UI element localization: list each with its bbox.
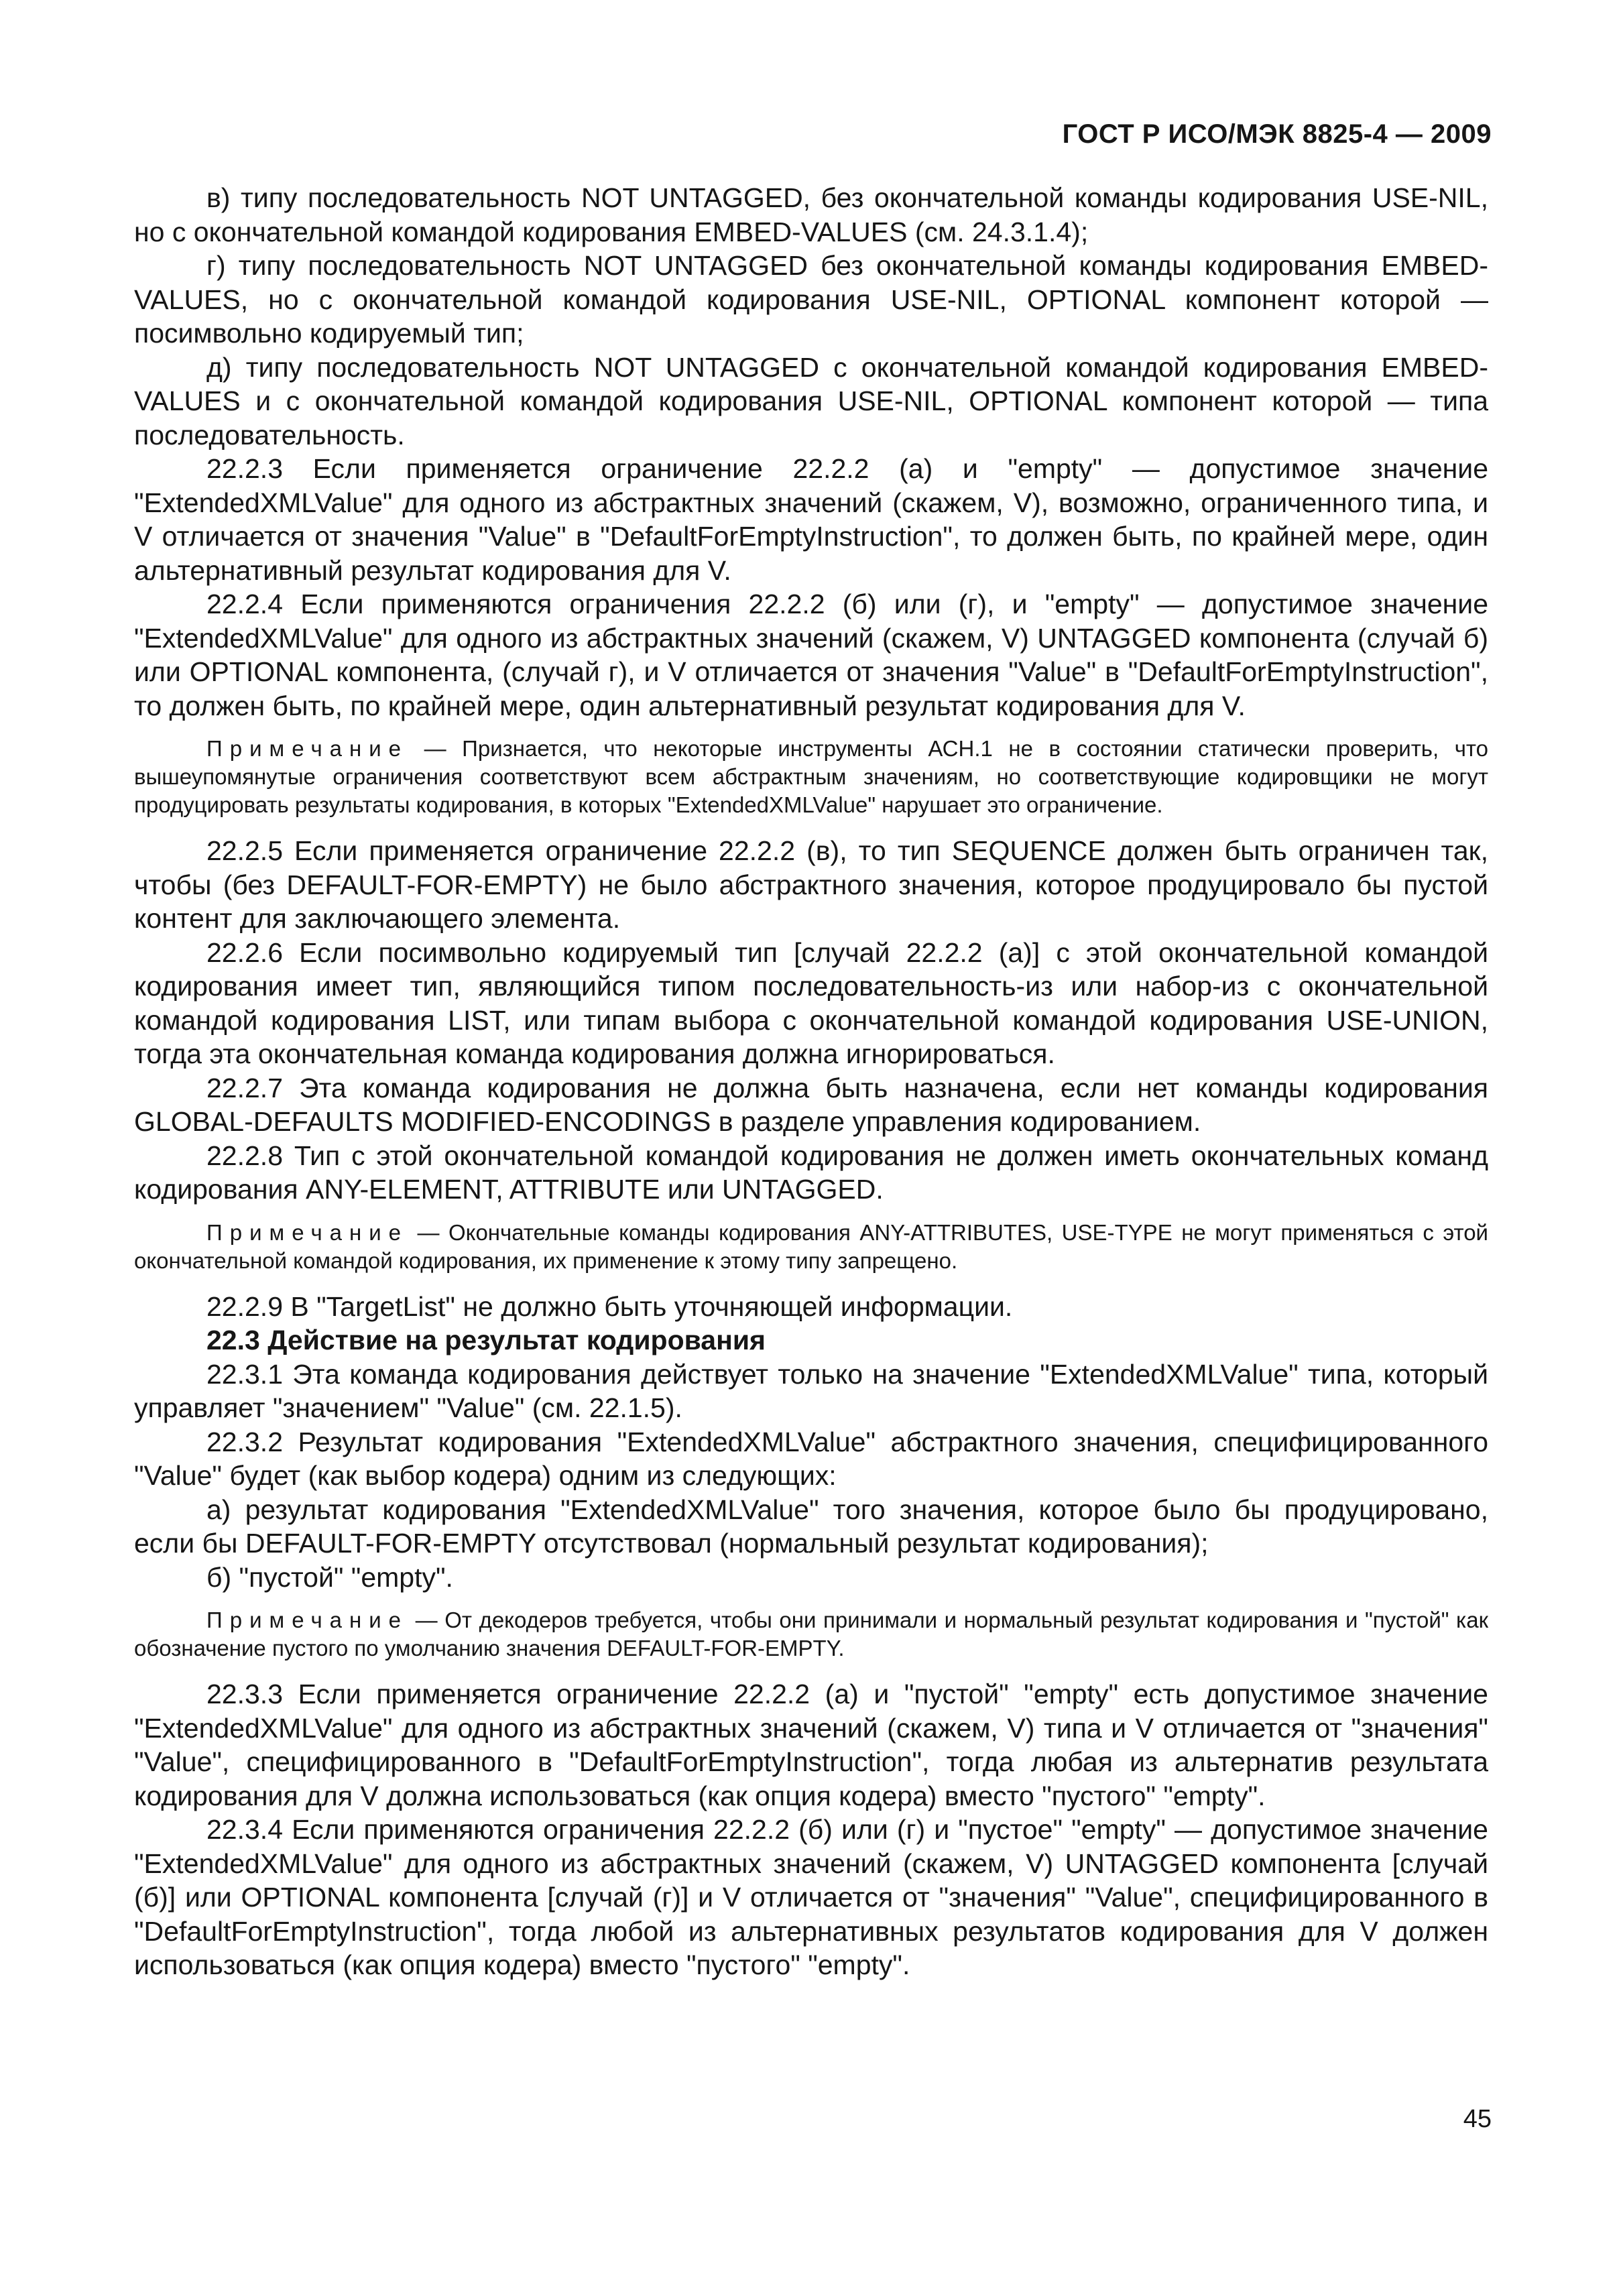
list-item-g: г) типу последовательность NOT UNTAGGED без окончательной команды кодирования EMBED-VALUES, но с окончательной командой кодирования USE-NIL, OPTIONAL компонент которой — посимвольно кодируемый тип; (134, 250, 1488, 349)
section-heading-22-3: 22.3 Действие на результат кодирования (206, 1325, 766, 1355)
clause-22-2-9: 22.2.9 В "TargetList" не должно быть уточняющей информации. (206, 1290, 1013, 1322)
clause-22-2-4: 22.2.4 Если применяются ограничения 22.2.2 (б) или (г), и "empty" — допустимое значение "ExtendedXMLValue" для одного из абстрактных значений (скажем, V) UNTAGGED компонента (случай б) или OPTIONAL компонента, (случай г), и V отличается от значения "Value" в "DefaultForEmptyInstruction", то должен быть, по крайней мере, один альтернативный результат кодирования для V. (134, 589, 1488, 721)
list-item-a: а) результат кодирования "ExtendedXMLValue" того значения, которое было бы продуцировано, если бы DEFAULT-FOR-EMPTY отсутствовал (нормальный результат кодирования); (134, 1494, 1488, 1559)
note-label: Примечание (206, 1608, 409, 1632)
list-item-v: в) типу последовательность NOT UNTAGGED, без окончательной команды кодирования USE-NIL, но с окончательной командой кодирования EMBED-VALUES (см. 24.3.1.4); (134, 182, 1488, 247)
note-2 (134, 1219, 1488, 1275)
document-body (134, 181, 1488, 1982)
note-label: Примечание (206, 736, 409, 761)
note-3 (134, 1606, 1488, 1663)
note-text: — Признается, что некоторые инструменты АСН.1 не в состоянии статически проверить, что вышеупомянутые ограничения соответствуют всем абстрактным значениям, но соответствующие кодировщики не могут продуцировать результаты кодирования, в которых "ExtendedXMLValue" нарушает это ограничение. (134, 736, 1489, 817)
list-item-d: д) типу последовательность NOT UNTAGGED с окончательной командой кодирования EMBED-VALUES и с окончательной командой кодирования USE-NIL, OPTIONAL компонент которой — типа последовательность. (134, 351, 1488, 450)
list-item-b: б) "пустой" "empty". (206, 1561, 453, 1593)
clause-22-3-1: 22.3.1 Эта команда кодирования действует только на значение "ExtendedXMLValue" типа, который управляет "значением" "Value" (см. 22.1.5). (134, 1358, 1488, 1423)
page-header-standard: ГОСТ Р ИСО/МЭК 8825-4 — 2009 (1062, 119, 1492, 149)
page-number: 45 (1463, 2105, 1492, 2133)
clause-22-2-5: 22.2.5 Если применяется ограничение 22.2.2 (в), то тип SEQUENCE должен быть ограничен так, чтобы (без DEFAULT-FOR-EMPTY) не было абстрактного значения, которое продуцировало бы пустой контент для заключающего элемента. (134, 835, 1488, 934)
clause-22-3-2: 22.3.2 Результат кодирования "ExtendedXMLValue" абстрактного значения, специфицированного "Value" будет (как выбор кодера) одним из следующих: (134, 1426, 1488, 1491)
note-1 (134, 735, 1488, 819)
clause-22-2-6: 22.2.6 Если посимвольно кодируемый тип [случай 22.2.2 (а)] с этой окончательной командой кодирования имеет тип, являющийся типом последовательность-из или набор-из с окончательной командой кодирования LIST, или типам выбора с окончательной командой кодирования USE-UNION, тогда эта окончательная команда кодирования должна игнорироваться. (134, 936, 1488, 1069)
clause-22-3-3: 22.3.3 Если применяется ограничение 22.2.2 (а) и "пустой" "empty" есть допустимое значение "ExtendedXMLValue" для одного из абстрактных значений (скажем, V) типа и V отличается от "значения" "Value", специфицированного в "DefaultForEmptyInstruction", тогда любая из альтернатив результата кодирования для V должна использоваться (как опция кодера) вместо "пустого" "empty". (134, 1679, 1488, 1811)
note-label: Примечание (206, 1219, 409, 1245)
note-text: — От декодеров требуется, чтобы они принимали и нормальный результат кодирования и "пустой" как обозначение пустого по умолчанию значения DEFAULT-FOR-EMPTY. (134, 1608, 1489, 1660)
note-text: — Окончательные команды кодирования ANY-ATTRIBUTES, USE-TYPE не могут применяться с этой окончательной командой кодирования, их применение к этому типу запрещено. (134, 1219, 1488, 1273)
clause-22-3-4: 22.3.4 Если применяются ограничения 22.2.2 (б) или (г) и "пустое" "empty" — допустимое значение "ExtendedXMLValue" для одного из абстрактных значений (скажем, V) UNTAGGED компонента [случай (б)] или OPTIONAL компонента [случай (г)] и V отличается от "значения" "Value", специфицированного в "DefaultForEmptyInstruction", тогда любой из альтернативных результатов кодирования для V должен использоваться (как опция кодера) вместо "пустого" "empty". (134, 1814, 1488, 1980)
clause-22-2-8: 22.2.8 Тип с этой окончательной командой кодирования не должен иметь окончательных команд кодирования ANY-ELEMENT, ATTRIBUTE или UNTAGGED. (134, 1140, 1488, 1205)
clause-22-2-7: 22.2.7 Эта команда кодирования не должна быть назначена, если нет команды кодирования GLOBAL-DEFAULTS MODIFIED-ENCODINGS в разделе управления кодированием. (134, 1072, 1488, 1137)
clause-22-2-3: 22.2.3 Если применяется ограничение 22.2.2 (а) и "empty" — допустимое значение "ExtendedXMLValue" для одного из абстрактных значений (скажем, V), возможно, ограниченного типа, и V отличается от значения "Value" в "DefaultForEmptyInstruction", то должен быть, по крайней мере, один альтернативный результат кодирования для V. (134, 453, 1488, 586)
